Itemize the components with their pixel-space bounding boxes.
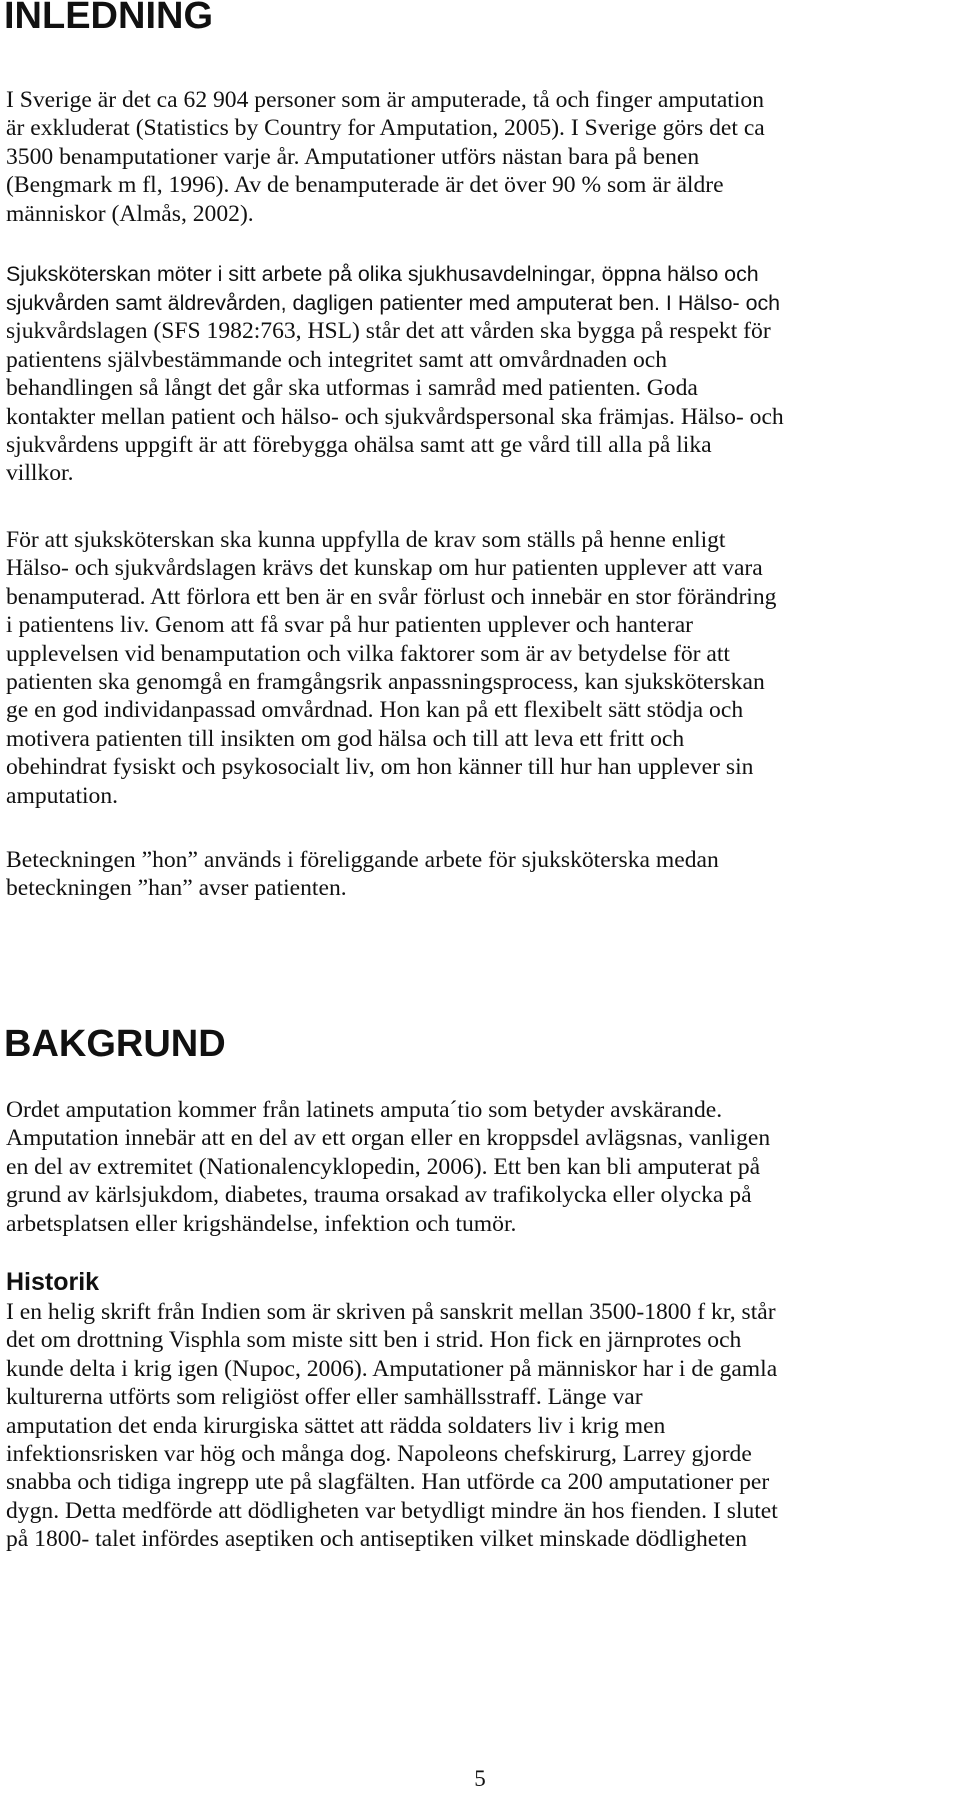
text-line: Amputation innebär att en del av ett organ eller en kroppsdel avlägsnas, vanligen <box>6 1125 771 1152</box>
text-line: obehindrat fysiskt och psykosocialt liv, om hon känner till hur han upplever sin <box>6 754 754 781</box>
text-line: I Sverige är det ca 62 904 personer som är amputerade, tå och finger amputation <box>6 87 764 113</box>
text-line: snabba och tidiga ingrepp ute på slagfälten. Han utförde ca 200 amputationer per <box>6 1469 770 1496</box>
text-line: Ordet amputation kommer från latinets amputa´tio som betyder avskärande. <box>6 1097 723 1123</box>
paragraph-inledning-2 <box>6 260 951 488</box>
text-line: sjukvården samt äldrevården, dagligen patienter med amputerat ben. I Hälso- och <box>6 290 781 315</box>
text-line: För att sjuksköterskan ska kunna uppfylla de krav som ställs på henne enligt <box>6 527 726 553</box>
text-line: kontakter mellan patient och hälso- och sjukvårdspersonal ska främjas. Hälso- och <box>6 403 784 430</box>
text-line: upplevelsen vid benamputation och vilka faktorer som är av betydelse för att <box>6 640 730 667</box>
text-line: villkor. <box>6 460 74 487</box>
text-line: I en helig skrift från Indien som är skriven på sanskrit mellan 3500-1800 f kr, står <box>6 1299 776 1325</box>
text-line: i patientens liv. Genom att få svar på hur patienten upplever och hanterar <box>6 612 694 639</box>
text-line: sjukvårdens uppgift är att förebygga ohälsa samt att ge vård till alla på lika <box>6 432 712 459</box>
text-line: Beteckningen ”hon” används i föreliggande arbete för sjuksköterska medan <box>6 847 719 873</box>
text-line: sjukvårdslagen (SFS 1982:763, HSL) står det att vården ska bygga på respekt för <box>6 318 771 345</box>
text-line: benamputerad. Att förlora ett ben är en svår förlust och innebär en stor förändring <box>6 583 777 610</box>
heading-bakgrund: BAKGRUND <box>4 1023 226 1065</box>
text-line: ge en god individanpassad omvårdnad. Hon kan på ett flexibelt sätt stödja och <box>6 697 744 724</box>
paragraph-inledning-3 <box>6 526 951 810</box>
text-line: patientens självbestämmande och integritet samt att omvårdnaden och <box>6 346 668 373</box>
text-line: är exkluderat (Statistics by Country for Amputation, 2005). I Sverige görs det ca <box>6 115 765 142</box>
text-line: amputation det enda kirurgiska sättet att rädda soldaters liv i krig men <box>6 1412 666 1439</box>
text-line: kunde delta i krig igen (Nupoc, 2006). Amputationer på människor har i de gamla <box>6 1355 778 1382</box>
text-line: behandlingen så långt det går ska utformas i samråd med patienten. Goda <box>6 375 698 402</box>
text-line: infektionsrisken var hög och många dog. Napoleons chefskirurg, Larrey gjorde <box>6 1441 752 1468</box>
text-line: Sjuksköterskan möter i sitt arbete på olika sjukhusavdelningar, öppna hälso och <box>6 262 759 286</box>
heading-historik: Historik <box>6 1268 100 1296</box>
text-line: (Bengmark m fl, 1996). Av de benamputerade är det över 90 % som är äldre <box>6 172 724 199</box>
text-line: människor (Almås, 2002). <box>6 200 254 227</box>
text-line: en del av extremitet (Nationalencyklopedin, 2006). Ett ben kan bli amputerat på <box>6 1153 761 1180</box>
text-line: arbetsplatsen eller krigshändelse, infektion och tumör. <box>6 1210 517 1237</box>
text-line: motivera patienten till insikten om god hälsa och till att leva ett fritt och <box>6 725 685 752</box>
paragraph-bakgrund-1 <box>6 1096 951 1238</box>
text-line: Hälso- och sjukvårdslagen krävs det kunskap om hur patienten upplever att vara <box>6 555 763 582</box>
text-line: kulturerna utförts som religiöst offer eller samhällsstraff. Länge var <box>6 1384 643 1411</box>
text-line: på 1800- talet infördes aseptiken och antiseptiken vilket minskade dödligheten <box>6 1526 748 1553</box>
heading-inledning: INLEDNING <box>4 0 213 37</box>
text-line: beteckningen ”han” avser patienten. <box>6 875 347 902</box>
text-line: grund av kärlsjukdom, diabetes, trauma orsakad av trafikolycka eller olycka på <box>6 1182 752 1209</box>
paragraph-inledning-1 <box>6 86 951 228</box>
paragraph-inledning-4 <box>6 846 951 903</box>
text-line: patienten ska genomgå en framgångsrik anpassningsprocess, kan sjuksköterskan <box>6 669 765 696</box>
text-line: 3500 benamputationer varje år. Amputationer utförs nästan bara på benen <box>6 143 700 170</box>
text-line: dygn. Detta medförde att dödligheten var betydligt mindre än hos fienden. I slutet <box>6 1497 778 1524</box>
page-number: 5 <box>474 1766 486 1791</box>
paragraph-historik-1 <box>6 1298 951 1554</box>
text-line: det om drottning Visphla som miste sitt ben i strid. Hon fick en järnprotes och <box>6 1327 742 1354</box>
text-line: amputation. <box>6 782 119 809</box>
